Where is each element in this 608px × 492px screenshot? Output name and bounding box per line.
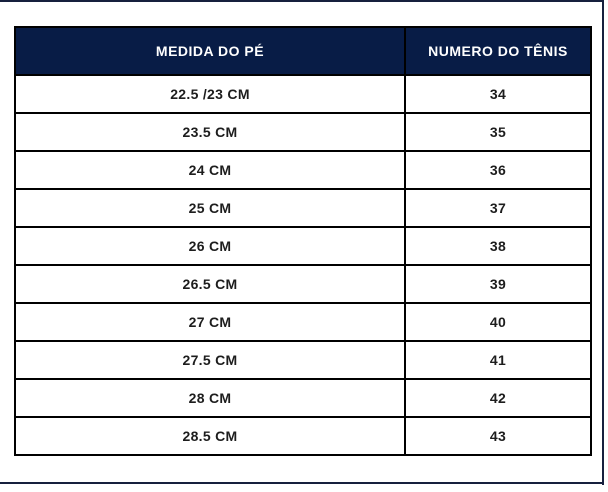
shoe-size-cell: 43 [405, 417, 591, 455]
shoe-size-chart-table [14, 26, 592, 456]
frame-border-bottom [0, 482, 604, 484]
frame-border-right [602, 0, 604, 485]
column-header-shoe-size: NUMERO DO TÊNIS [405, 27, 591, 75]
shoe-size-cell: 42 [405, 379, 591, 417]
foot-measure-cell: 26.5 CM [15, 265, 405, 303]
foot-measure-cell: 28 CM [15, 379, 405, 417]
table-row [15, 379, 591, 417]
header-row [15, 27, 591, 75]
shoe-size-cell: 35 [405, 113, 591, 151]
table-row [15, 265, 591, 303]
column-header-foot-measure: MEDIDA DO PÉ [15, 27, 405, 75]
table-row [15, 75, 591, 113]
foot-measure-cell: 27 CM [15, 303, 405, 341]
foot-measure-cell: 25 CM [15, 189, 405, 227]
shoe-size-cell: 34 [405, 75, 591, 113]
table-row [15, 189, 591, 227]
table-row [15, 417, 591, 455]
shoe-size-cell: 36 [405, 151, 591, 189]
shoe-size-cell: 37 [405, 189, 591, 227]
foot-measure-cell: 23.5 CM [15, 113, 405, 151]
table-row [15, 341, 591, 379]
shoe-size-cell: 38 [405, 227, 591, 265]
foot-measure-cell: 22.5 /23 CM [15, 75, 405, 113]
foot-measure-cell: 26 CM [15, 227, 405, 265]
table-row [15, 303, 591, 341]
shoe-size-cell: 39 [405, 265, 591, 303]
frame-border-top [0, 0, 604, 2]
foot-measure-cell: 24 CM [15, 151, 405, 189]
table-row [15, 227, 591, 265]
foot-measure-cell: 28.5 CM [15, 417, 405, 455]
table-row [15, 151, 591, 189]
foot-measure-cell: 27.5 CM [15, 341, 405, 379]
shoe-size-cell: 41 [405, 341, 591, 379]
shoe-size-cell: 40 [405, 303, 591, 341]
table-row [15, 113, 591, 151]
